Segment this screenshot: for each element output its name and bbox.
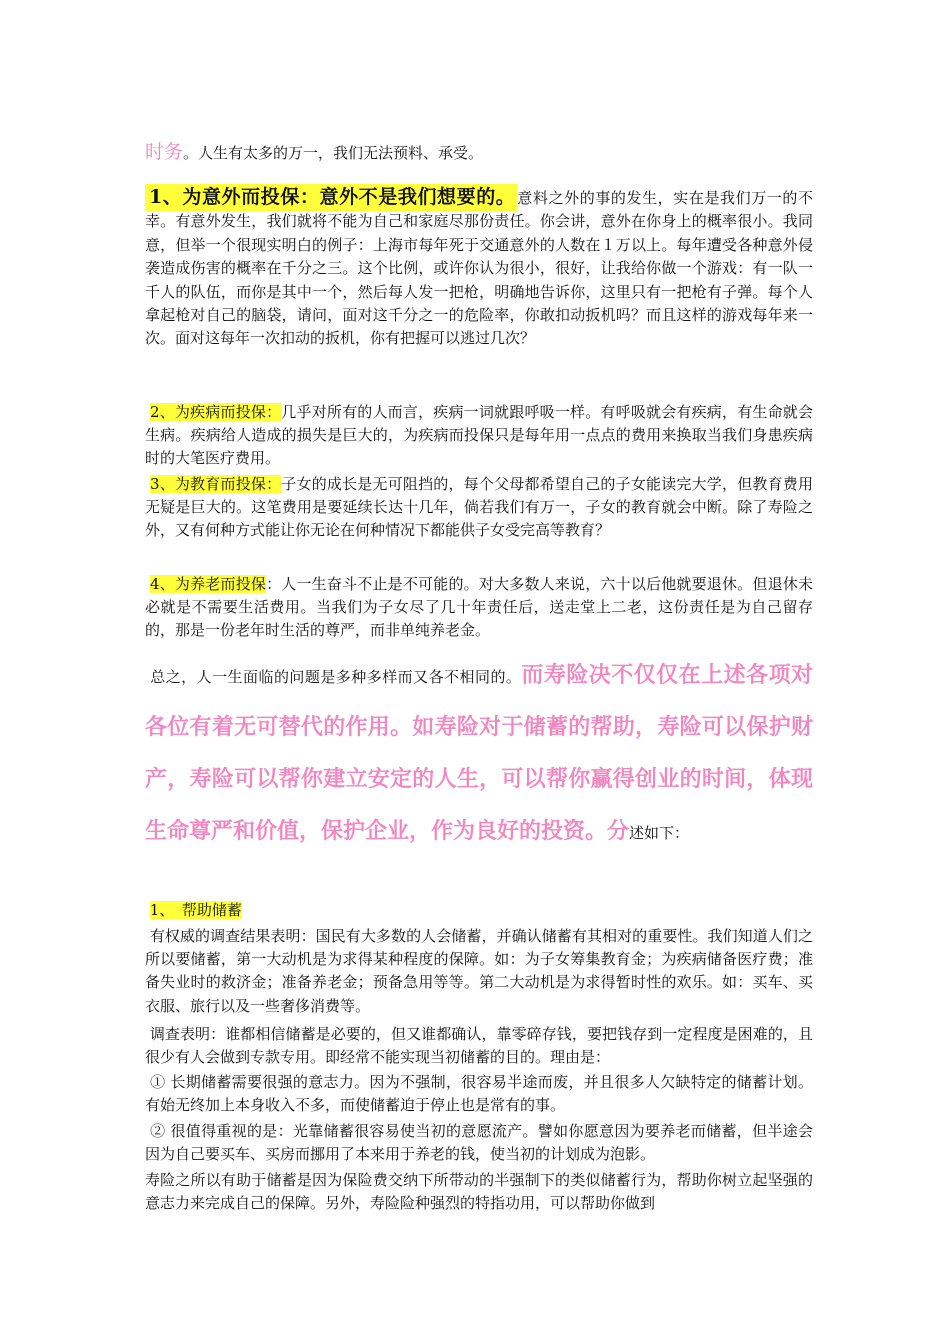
education-body: 子女的成长是无可阻挡的，每个父母都希望自己的子女能读完大学，但教育费用无疑是巨大的。这笔费用是要延续长达十几年，倘若我们有万一，子女的教育就会中断。除了寿险之外，又有何种方式能让你无论在何种情况下都能供子女受完高等教育？ bbox=[145, 475, 813, 540]
savings-paragraph-5 bbox=[145, 1169, 813, 1215]
savings-paragraph-3 bbox=[145, 1071, 813, 1117]
pension-paragraph bbox=[145, 573, 813, 643]
pension-body: ：人一生奋斗不止是不可能的。对大多数人来说，六十以后他就要退休。但退休未必就是不需要生活费用。当我们为子女尽了几十年责任后，送走堂上二老，这份责任是为自己留存的，那是一份老年时生活的尊严，而非单纯养老金。 bbox=[145, 575, 813, 640]
savings-heading-line bbox=[145, 899, 813, 922]
intro-text: 。人生有太多的万一，我们无法预料、承受。 bbox=[183, 144, 484, 162]
savings-paragraph-1 bbox=[145, 925, 813, 1018]
intro-paragraph bbox=[145, 141, 813, 165]
summary-tail: 述如下： bbox=[629, 824, 690, 842]
summary-paragraph bbox=[145, 650, 813, 858]
accident-paragraph bbox=[145, 186, 813, 351]
savings-paragraph-4 bbox=[145, 1120, 813, 1166]
savings-text-2: 调查表明：谁都相信储蓄是必要的，但又谁都确认，靠零碎存钱，要把钱存到一定程度是困难的，且很少有人会做到专款专用。即经常不能实现当初储蓄的目的。理由是： bbox=[145, 1025, 813, 1067]
summary-lead: 总之，人一生面临的问题是多种多样而又各不相同的。 bbox=[150, 668, 522, 686]
illness-body: 几乎对所有的人而言，疾病一词就跟呼吸一样。有呼吸就会有疾病，有生命就会生病。疾病给人造成的损失是巨大的，为疾病而投保只是每年用一点点的费用来换取当我们身患疾病时的大笔医疗费用。 bbox=[145, 403, 813, 468]
accident-body: 意料之外的事的发生，实在是我们万一的不幸。有意外发生，我们就将不能为自己和家庭尽那份责任。你会讲，意外在你身上的概率很小。我同意，但举一个很现实明白的例子：上海市每年死于交通意外的人数在１万以上。每年遭受各种意外侵袭造成伤害的概率在千分之三。这个比例，或许你认为很小，很好，让我给你做一个游戏：有一队一千人的队伍，而你是其中一个，然后每人发一把枪，明确地告诉你，这里只有一把枪有子弹。每个人拿起枪对自己的脑袋，请问，面对这千分之一的危险率，你敢扣动扳机吗？而且这样的游戏每年来一次。面对这每年一次扣动的扳机，你有把握可以逃过几次？ bbox=[145, 189, 813, 348]
intro-pink-text: 时务 bbox=[145, 141, 184, 163]
education-heading: 3、为教育而投保： bbox=[149, 475, 282, 493]
illness-heading: 2、为疾病而投保： bbox=[149, 403, 282, 421]
savings-text-5: 寿险之所以有助于储蓄是因为保险费交纳下所带动的半强制下的类似储蓄行为，帮助你树立起坚强的意志力来完成自己的保障。另外，寿险险种强烈的特指功用，可以帮助你做到 bbox=[145, 1171, 813, 1213]
savings-text-4: ② 很值得重视的是：光靠储蓄很容易使当初的意愿流产。譬如你愿意因为要养老而储蓄，但半途会因为自己要买车、买房而挪用了本来用于养老的钱，使当初的计划成为泡影。 bbox=[145, 1122, 813, 1164]
summary-pink-text: 而寿险决不仅仅在上述各项对各位有着无可替代的作用。如寿险对于储蓄的帮助，寿险可以保护财产，寿险可以帮你建立安定的人生，可以帮你赢得创业的时间，体现生命尊严和价值，保护企业，作为良好的投资。分 bbox=[145, 662, 813, 844]
savings-paragraph-2 bbox=[145, 1023, 813, 1069]
illness-paragraph bbox=[145, 401, 813, 471]
accident-heading: 1、为意外而投保：意外不是我们想要的。 bbox=[145, 184, 517, 211]
education-paragraph bbox=[145, 473, 813, 543]
savings-text-3: ① 长期储蓄需要很强的意志力。因为不强制，很容易半途而废，并且很多人欠缺特定的储蓄计划。有始无终加上本身收入不多，而使储蓄迫于停止也是常有的事。 bbox=[145, 1073, 813, 1115]
savings-text-1: 有权威的调查结果表明：国民有大多数的人会储蓄，并确认储蓄有其相对的重要性。我们知道人们之所以要储蓄，第一大动机是为求得某种程度的保障。如：为子女筹集教育金；为疾病储备医疗费；准备失业时的救济金；准备养老金；预备急用等等。第二大动机是为求得暂时性的欢乐。如：买车、买衣服、旅行以及一些奢侈消费等。 bbox=[145, 927, 813, 1015]
pension-heading: 4、为养老而投保 bbox=[149, 575, 267, 593]
savings-heading: 1、 帮助储蓄 bbox=[149, 901, 242, 919]
